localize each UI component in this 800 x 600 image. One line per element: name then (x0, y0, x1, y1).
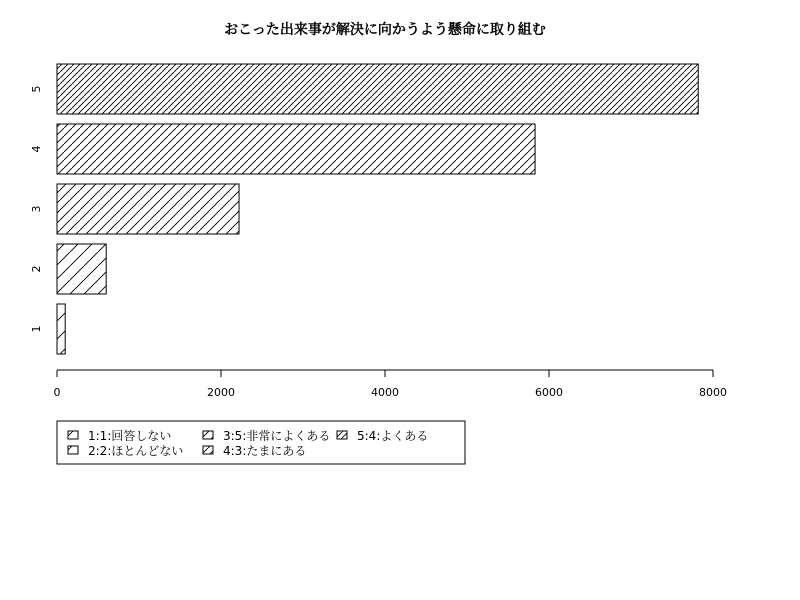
bar-3 (57, 184, 239, 234)
legend (57, 421, 465, 464)
x-tick-label: 2000 (207, 386, 235, 399)
legend-swatch (68, 431, 78, 439)
x-tick-label: 4000 (371, 386, 399, 399)
legend-swatch (203, 446, 213, 454)
x-tick-label: 6000 (535, 386, 563, 399)
bar-5 (57, 64, 698, 114)
y-tick-label: 1 (30, 325, 43, 333)
legend-entry: 5:4:よくある (357, 429, 429, 443)
legend-entry: 3:5:非常によくある (223, 429, 331, 443)
x-tick-label: 8000 (699, 386, 727, 399)
legend-entry: 1:1:回答しない (88, 429, 172, 443)
bar-1 (57, 304, 65, 354)
y-tick-label: 3 (30, 205, 43, 213)
chart-title: おこった出来事が解決に向かうよう懸命に取り組む (224, 22, 546, 38)
x-axis (54, 370, 728, 399)
bar-2 (57, 244, 106, 294)
y-tick-label: 5 (30, 85, 43, 93)
legend-entry: 2:2:ほとんどない (88, 444, 184, 458)
legend-entry: 4:3:たまにある (223, 444, 307, 458)
legend-swatch (203, 431, 213, 439)
y-axis (30, 86, 43, 333)
x-tick-label: 0 (53, 386, 61, 399)
bars (57, 64, 698, 354)
legend-swatch (337, 431, 347, 439)
legend-swatch (68, 446, 78, 454)
y-tick-label: 4 (30, 145, 43, 153)
bar-4 (57, 124, 535, 174)
y-tick-label: 2 (30, 265, 43, 273)
